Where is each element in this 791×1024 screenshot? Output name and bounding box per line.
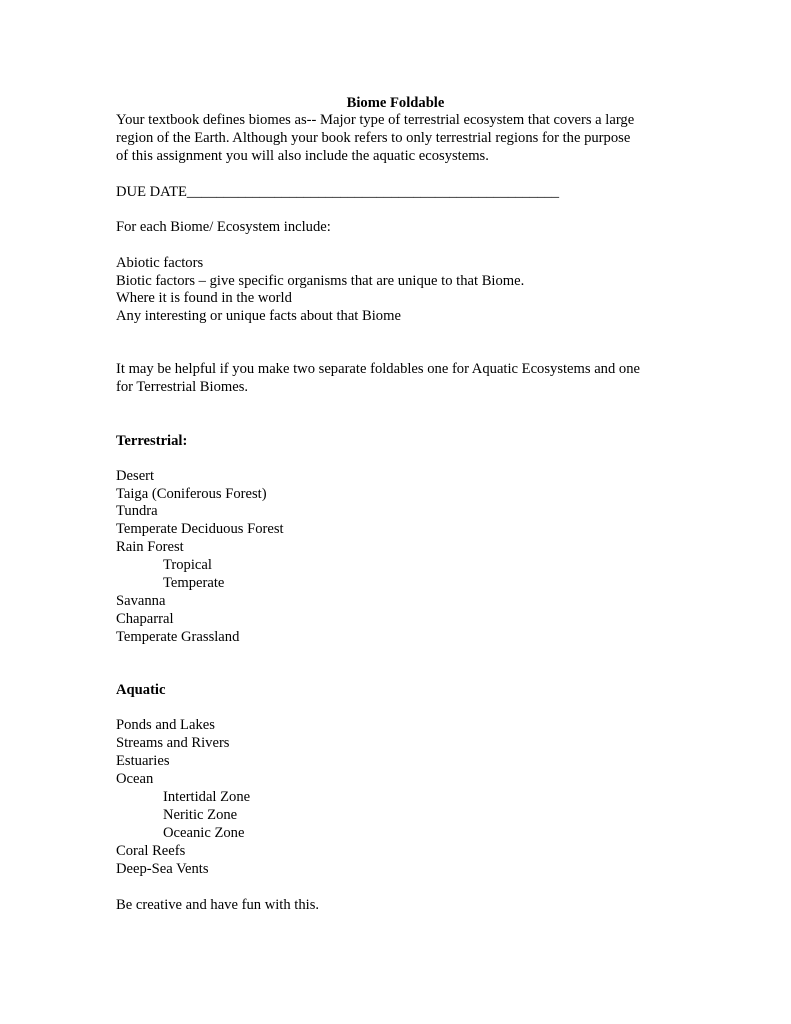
page-title: Biome Foldable — [346, 95, 445, 111]
include-item-biotic: Biotic factors – give specific organisms that are unique to that Biome. — [116, 273, 525, 289]
aquatic-heading: Aquatic — [116, 682, 166, 698]
terrestrial-item: Rain Forest — [116, 539, 184, 555]
include-item-abiotic: Abiotic factors — [116, 255, 204, 271]
intro-line-1: Your textbook defines biomes as-- Major type of terrestrial ecosystem that covers a large — [116, 112, 635, 128]
include-item-location: Where it is found in the world — [116, 290, 292, 306]
intro-line-3: of this assignment you will also include the aquatic ecosystems. — [116, 148, 489, 164]
intro-line-2: region of the Earth. Although your book refers to only terrestrial regions for the purpose — [116, 130, 631, 146]
terrestrial-item: Chaparral — [116, 611, 174, 627]
aquatic-item: Ocean — [116, 771, 154, 787]
aquatic-item: Ponds and Lakes — [116, 717, 215, 733]
terrestrial-item: Taiga (Coniferous Forest) — [116, 486, 267, 502]
closing-line: Be creative and have fun with this. — [116, 897, 320, 913]
due-date-line: DUE DATE___________________________________________________ — [116, 184, 560, 200]
helpful-note-line-2: for Terrestrial Biomes. — [116, 379, 249, 395]
terrestrial-item: Tundra — [116, 503, 158, 519]
include-heading: For each Biome/ Ecosystem include: — [116, 219, 331, 235]
ocean-subitem: Oceanic Zone — [163, 825, 245, 841]
aquatic-item: Coral Reefs — [116, 843, 186, 859]
rain-forest-subitem: Tropical — [163, 557, 212, 573]
ocean-subitem: Neritic Zone — [163, 807, 238, 823]
ocean-subitem: Intertidal Zone — [163, 789, 251, 805]
aquatic-item: Streams and Rivers — [116, 735, 230, 751]
terrestrial-heading: Terrestrial: — [116, 433, 188, 449]
terrestrial-item: Savanna — [116, 593, 166, 609]
helpful-note-line-1: It may be helpful if you make two separate foldables one for Aquatic Ecosystems and one — [116, 361, 640, 377]
rain-forest-subitem: Temperate — [163, 575, 225, 591]
terrestrial-item: Temperate Grassland — [116, 629, 240, 645]
terrestrial-item: Temperate Deciduous Forest — [116, 521, 284, 537]
terrestrial-item: Desert — [116, 468, 155, 484]
aquatic-item: Deep-Sea Vents — [116, 861, 209, 877]
aquatic-item: Estuaries — [116, 753, 170, 769]
include-item-facts: Any interesting or unique facts about that Biome — [116, 308, 401, 324]
